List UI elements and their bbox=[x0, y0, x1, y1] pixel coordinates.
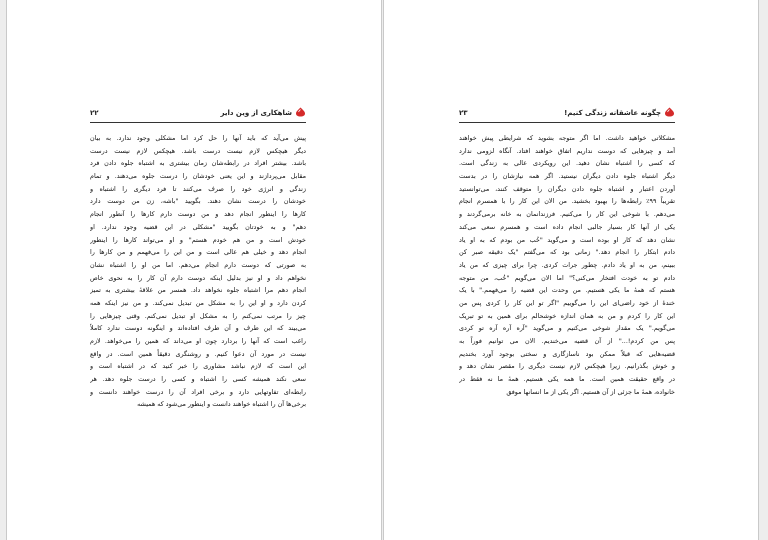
text-line: سعی نکند همیشه کسی را اشتباه و کسی را درست جلوه دهد. هر bbox=[90, 375, 306, 384]
text-line: دیگر اشتباه جلوه دادن دیگران نیستید. اگر همه نیازشان را در بدست bbox=[459, 172, 675, 181]
header-title: چگونه عاشقانه زندگی کنیم! bbox=[564, 109, 661, 117]
text-line: می‌دهم. با شوخی این کار را می‌کنیم. فرزندانمان به خانه برمی‌گردند و bbox=[459, 210, 675, 219]
text-line: به صورتی که دوست دارم انجام می‌دهم. اما من او را اشتباه نشان bbox=[90, 260, 306, 269]
page-header bbox=[459, 107, 675, 121]
text-line: می‌بیند که این طرف و آن طرف افتاده‌اند و اینگونه دوست ندارد کاملاً bbox=[90, 324, 306, 333]
text-line: دادم ابتکار را انجام دهد." زمانی بود که می‌گفتم "یک دقیقه صبر کن bbox=[459, 248, 675, 257]
right-page bbox=[383, 0, 759, 540]
text-line: نخواهم داد و او نیز بدلیل اینکه دوست دارم آن کار را به نحوی خاص bbox=[90, 273, 306, 282]
text-line: خودش است و من هم خودم هستم" و او می‌تواند کارها را اینطور bbox=[90, 235, 306, 244]
text-line: دیگر هیچکس لازم نیست درست باشد. هیچکس لازم نیست درست bbox=[90, 146, 306, 155]
body-text bbox=[459, 132, 675, 398]
page-header bbox=[90, 107, 306, 121]
text-line: رابطه‌ای تفاوتهایی دارد و برخی افراد آن را درست خواهند دانست و bbox=[90, 387, 306, 396]
text-line: این است که لازم نباشد مشاوری را خبر کنید که در اشتباه است و bbox=[90, 362, 306, 371]
text-line: هستم که همهٔ ما یکی هستیم. من وحدت این قضیه را می‌فهمم." با یک bbox=[459, 286, 675, 295]
text-line: کارها را اینطور انجام دهد و من دوست دارم کارها را آنطور انجام bbox=[90, 210, 306, 219]
text-line: آمد و چیزهایی که دوست نداریم اتفاق خواهند افتاد. آنگاه لزومی ندارد bbox=[459, 146, 675, 155]
text-line: نشان دهد که کار او بوده است و می‌گوید "خُب من بودم که به او یاد bbox=[459, 235, 675, 244]
header-title: شاهکاری از وین دایر bbox=[220, 109, 292, 117]
text-line: تقریباً ۹۹٪ رابطه‌ها را بهبود بخشید. من الان این کار را با همسرم انجام bbox=[459, 197, 675, 206]
text-line: که کسی را اشتباه نشان دهید. این رویکردی عالی به زندگی است. bbox=[459, 159, 675, 168]
text-line: مقابل می‌پردازند و این یعنی خودشان را درست جلوه می‌دهند. و تمام bbox=[90, 172, 306, 181]
text-line: پیش می‌آید که باید آنها را حل کرد اما مشکلی وجود ندارد. به بیان bbox=[90, 134, 306, 142]
text-line: کردن دارد و او این را به مشکل من تبدیل نمی‌کند. و من نیز اینکه همه bbox=[90, 298, 306, 307]
red-drop-logo-icon bbox=[295, 107, 306, 117]
body-text bbox=[90, 132, 306, 411]
text-line: یکی از آنها کار بسیار جالبی انجام داده است و همسرم سعی می‌کند bbox=[459, 222, 675, 231]
red-drop-logo-icon bbox=[664, 107, 675, 117]
text-line: خندهٔ از خود راضی‌ای این را می‌گوییم "اگر تو این کار را کردی پس من bbox=[459, 298, 675, 307]
text-line: برخی‌ها آن را اشتباه خواهند دانست و اینطور می‌شود که همیشه bbox=[137, 400, 306, 409]
page-number: ۲۳ bbox=[459, 109, 468, 117]
header-divider bbox=[459, 122, 675, 123]
text-line: زندگی و انرژی خود را صرف می‌کنند تا فرد دیگری را اشتباه و bbox=[90, 184, 306, 193]
text-line: خانواده، همهٔ ما جزئی از آن هستیم. اگر یکی از ما انسانها موفق bbox=[506, 387, 675, 396]
text-line: دهم" و به خودتان بگویید "مشکلی در این قضیه وجود ندارد. او bbox=[90, 222, 306, 231]
text-line: نیست در مورد آن دعوا کنیم. و روشنگری دقیقاً همین است. در واقع bbox=[90, 349, 306, 358]
text-line: مشکلاتی خواهید داشت. اما اگر متوجه بشوید که شرایطی پیش خواهند bbox=[459, 134, 675, 142]
text-line: دادم تو به خودت افتخار می‌کنی؟" اما الان می‌گویم "خُب، من متوجه bbox=[459, 273, 675, 282]
text-line: و خوش بگذرانیم. زیرا هیچکس لازم نیست دیگری را مقصر نشان دهد و bbox=[459, 362, 675, 371]
header-divider bbox=[90, 122, 306, 123]
text-line: می‌گویم." یک مقدار شوخی می‌کنیم و می‌گوید "آره آره آره تو کردی bbox=[459, 324, 675, 333]
page-number: ۲۲ bbox=[90, 109, 99, 117]
text-line: انجام دهم مرا اشتباه جلوه نخواهد داد. همسر من علاقهٔ بیشتری به تمیز bbox=[90, 286, 306, 295]
text-line: باشد. بیشتر افراد در رابطه‌شان زمان بیشتری به اشتباه جلوه دادن فرد bbox=[90, 159, 306, 168]
text-line: چیز را مرتب نمی‌کنم را به مشکل او تبدیل نمی‌کنم. وقتی چیزهایی را bbox=[90, 311, 306, 320]
text-line: قضیه‌هایی که قبلاً ممکن بود ناسازگاری و سختی بوجود آورد بخندیم bbox=[459, 349, 675, 358]
text-line: انجام دهد و خیلی هم عالی است و من این را می‌فهمم و من کارها را bbox=[90, 248, 306, 257]
left-page bbox=[6, 0, 382, 540]
text-line: این کار را کردم و من به همان اندازه خوشحالم برای همین به تو تبریک bbox=[459, 311, 675, 320]
text-line: خودشان را درست نشان دهند. بگویید "باشه، زن من دوست دارد bbox=[90, 197, 306, 206]
text-line: ببینم، من به او یاد دادم. چطور جرات کردی. چرا برای چیزی که من یاد bbox=[459, 260, 675, 269]
text-line: راغب است که آنها را بردارد چون او می‌داند که همین را می‌خواهد. لازم bbox=[90, 337, 306, 345]
text-line: در واقع حقیقت همین است. ما همه یکی هستیم. همهٔ ما نه فقط در bbox=[459, 375, 675, 384]
text-line: پس من کردم!..." از آن قضیه می‌خندیم. الان می توانیم فوراً به bbox=[459, 337, 675, 345]
text-line: آوردن اعتبار و اشتباه جلوه دادن دیگران را متوقف کنند، می‌توانستید bbox=[459, 184, 675, 193]
